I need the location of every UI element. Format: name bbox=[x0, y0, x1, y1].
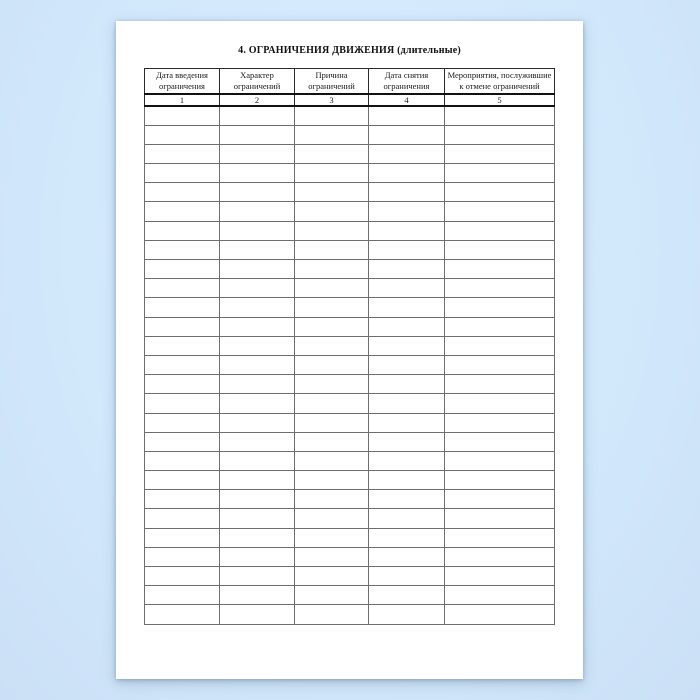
empty-cell bbox=[369, 528, 445, 547]
column-header-4: Дата снятия ограничения bbox=[369, 69, 445, 95]
column-number-row bbox=[145, 94, 555, 106]
empty-cell bbox=[369, 490, 445, 509]
empty-cell bbox=[295, 471, 369, 490]
table-row bbox=[145, 586, 555, 605]
empty-cell bbox=[145, 432, 220, 451]
empty-cell bbox=[220, 586, 295, 605]
empty-cell bbox=[295, 490, 369, 509]
empty-cell bbox=[369, 317, 445, 336]
column-number-2: 2 bbox=[220, 94, 295, 106]
empty-cell bbox=[369, 298, 445, 317]
empty-cell bbox=[445, 336, 555, 355]
empty-cell bbox=[369, 355, 445, 374]
empty-cell bbox=[295, 298, 369, 317]
document-page bbox=[116, 21, 583, 679]
empty-cell bbox=[369, 394, 445, 413]
empty-cell bbox=[145, 528, 220, 547]
table-row bbox=[145, 413, 555, 432]
empty-cell bbox=[445, 183, 555, 202]
column-header-1: Дата введения ограничения bbox=[145, 69, 220, 95]
empty-cell bbox=[445, 586, 555, 605]
empty-cell bbox=[445, 298, 555, 317]
empty-cell bbox=[145, 106, 220, 125]
empty-cell bbox=[295, 279, 369, 298]
empty-cell bbox=[145, 221, 220, 240]
empty-cell bbox=[369, 260, 445, 279]
empty-cell bbox=[220, 144, 295, 163]
empty-cell bbox=[295, 375, 369, 394]
empty-cell bbox=[369, 240, 445, 259]
column-number-1: 1 bbox=[145, 94, 220, 106]
empty-cell bbox=[369, 413, 445, 432]
empty-cell bbox=[295, 567, 369, 586]
empty-cell bbox=[145, 471, 220, 490]
empty-cell bbox=[145, 509, 220, 528]
table-row bbox=[145, 202, 555, 221]
empty-cell bbox=[145, 144, 220, 163]
empty-cell bbox=[369, 451, 445, 470]
table-body bbox=[145, 106, 555, 624]
empty-cell bbox=[369, 605, 445, 624]
table-row bbox=[145, 605, 555, 624]
column-number-4: 4 bbox=[369, 94, 445, 106]
empty-cell bbox=[295, 106, 369, 125]
empty-cell bbox=[445, 413, 555, 432]
empty-cell bbox=[369, 375, 445, 394]
empty-cell bbox=[369, 279, 445, 298]
empty-cell bbox=[295, 317, 369, 336]
restrictions-table bbox=[144, 68, 555, 625]
table-row bbox=[145, 106, 555, 125]
empty-cell bbox=[220, 164, 295, 183]
empty-cell bbox=[220, 394, 295, 413]
table-row bbox=[145, 528, 555, 547]
empty-cell bbox=[369, 221, 445, 240]
table-row bbox=[145, 260, 555, 279]
empty-cell bbox=[295, 605, 369, 624]
table-row bbox=[145, 125, 555, 144]
empty-cell bbox=[295, 221, 369, 240]
empty-cell bbox=[445, 605, 555, 624]
empty-cell bbox=[445, 528, 555, 547]
empty-cell bbox=[295, 547, 369, 566]
empty-cell bbox=[369, 586, 445, 605]
empty-cell bbox=[220, 375, 295, 394]
empty-cell bbox=[445, 432, 555, 451]
empty-cell bbox=[369, 432, 445, 451]
empty-cell bbox=[220, 260, 295, 279]
empty-cell bbox=[220, 125, 295, 144]
empty-cell bbox=[145, 240, 220, 259]
empty-cell bbox=[220, 413, 295, 432]
empty-cell bbox=[369, 471, 445, 490]
empty-cell bbox=[295, 260, 369, 279]
empty-cell bbox=[445, 394, 555, 413]
empty-cell bbox=[295, 586, 369, 605]
table-row bbox=[145, 451, 555, 470]
empty-cell bbox=[369, 164, 445, 183]
column-header-3: Причина ограничений bbox=[295, 69, 369, 95]
table-row bbox=[145, 432, 555, 451]
column-number-3: 3 bbox=[295, 94, 369, 106]
empty-cell bbox=[220, 547, 295, 566]
empty-cell bbox=[369, 144, 445, 163]
empty-cell bbox=[295, 528, 369, 547]
empty-cell bbox=[295, 451, 369, 470]
empty-cell bbox=[295, 125, 369, 144]
column-number-5: 5 bbox=[445, 94, 555, 106]
empty-cell bbox=[220, 471, 295, 490]
empty-cell bbox=[145, 567, 220, 586]
empty-cell bbox=[295, 413, 369, 432]
empty-cell bbox=[369, 509, 445, 528]
empty-cell bbox=[445, 490, 555, 509]
empty-cell bbox=[145, 375, 220, 394]
empty-cell bbox=[369, 125, 445, 144]
empty-cell bbox=[220, 567, 295, 586]
empty-cell bbox=[145, 355, 220, 374]
empty-cell bbox=[145, 183, 220, 202]
table-row bbox=[145, 490, 555, 509]
empty-cell bbox=[220, 298, 295, 317]
table-row bbox=[145, 547, 555, 566]
empty-cell bbox=[445, 451, 555, 470]
empty-cell bbox=[220, 202, 295, 221]
empty-cell bbox=[295, 355, 369, 374]
empty-cell bbox=[220, 605, 295, 624]
table-row bbox=[145, 509, 555, 528]
table-row bbox=[145, 298, 555, 317]
empty-cell bbox=[145, 125, 220, 144]
empty-cell bbox=[220, 106, 295, 125]
empty-cell bbox=[220, 221, 295, 240]
empty-cell bbox=[145, 298, 220, 317]
empty-cell bbox=[369, 202, 445, 221]
empty-cell bbox=[295, 164, 369, 183]
empty-cell bbox=[295, 509, 369, 528]
table-row bbox=[145, 355, 555, 374]
empty-cell bbox=[445, 164, 555, 183]
table-row bbox=[145, 279, 555, 298]
table-row bbox=[145, 221, 555, 240]
empty-cell bbox=[145, 336, 220, 355]
empty-cell bbox=[445, 260, 555, 279]
table-row bbox=[145, 471, 555, 490]
empty-cell bbox=[445, 567, 555, 586]
empty-cell bbox=[445, 125, 555, 144]
empty-cell bbox=[295, 336, 369, 355]
empty-cell bbox=[220, 509, 295, 528]
empty-cell bbox=[220, 355, 295, 374]
empty-cell bbox=[445, 375, 555, 394]
table-row bbox=[145, 394, 555, 413]
empty-cell bbox=[220, 317, 295, 336]
empty-cell bbox=[220, 528, 295, 547]
empty-cell bbox=[445, 279, 555, 298]
empty-cell bbox=[295, 432, 369, 451]
empty-cell bbox=[445, 317, 555, 336]
empty-cell bbox=[445, 471, 555, 490]
empty-cell bbox=[445, 547, 555, 566]
empty-cell bbox=[145, 547, 220, 566]
empty-cell bbox=[145, 490, 220, 509]
empty-cell bbox=[445, 509, 555, 528]
empty-cell bbox=[145, 317, 220, 336]
table-row bbox=[145, 375, 555, 394]
empty-cell bbox=[220, 336, 295, 355]
empty-cell bbox=[445, 106, 555, 125]
empty-cell bbox=[145, 164, 220, 183]
empty-cell bbox=[145, 202, 220, 221]
empty-cell bbox=[220, 432, 295, 451]
table-row bbox=[145, 240, 555, 259]
empty-cell bbox=[445, 202, 555, 221]
empty-cell bbox=[220, 240, 295, 259]
empty-cell bbox=[220, 451, 295, 470]
empty-cell bbox=[295, 183, 369, 202]
empty-cell bbox=[220, 490, 295, 509]
empty-cell bbox=[369, 567, 445, 586]
empty-cell bbox=[220, 183, 295, 202]
empty-cell bbox=[145, 586, 220, 605]
empty-cell bbox=[295, 202, 369, 221]
empty-cell bbox=[369, 106, 445, 125]
empty-cell bbox=[369, 547, 445, 566]
empty-cell bbox=[445, 221, 555, 240]
empty-cell bbox=[369, 183, 445, 202]
empty-cell bbox=[295, 394, 369, 413]
table-row bbox=[145, 317, 555, 336]
table-header-row bbox=[145, 69, 555, 95]
column-header-2: Характер ограничений bbox=[220, 69, 295, 95]
empty-cell bbox=[145, 260, 220, 279]
table-row bbox=[145, 336, 555, 355]
table-row bbox=[145, 164, 555, 183]
empty-cell bbox=[145, 394, 220, 413]
column-header-5: Мероприятия, послужившие к отмене ограничений bbox=[445, 69, 555, 95]
empty-cell bbox=[369, 336, 445, 355]
empty-cell bbox=[445, 144, 555, 163]
table-row bbox=[145, 144, 555, 163]
document-title: 4. ОГРАНИЧЕНИЯ ДВИЖЕНИЯ (длительные) bbox=[238, 45, 461, 56]
table-row bbox=[145, 567, 555, 586]
empty-cell bbox=[445, 355, 555, 374]
empty-cell bbox=[145, 605, 220, 624]
empty-cell bbox=[295, 144, 369, 163]
empty-cell bbox=[145, 279, 220, 298]
empty-cell bbox=[295, 240, 369, 259]
empty-cell bbox=[145, 451, 220, 470]
empty-cell bbox=[220, 279, 295, 298]
table-row bbox=[145, 183, 555, 202]
empty-cell bbox=[145, 413, 220, 432]
empty-cell bbox=[445, 240, 555, 259]
